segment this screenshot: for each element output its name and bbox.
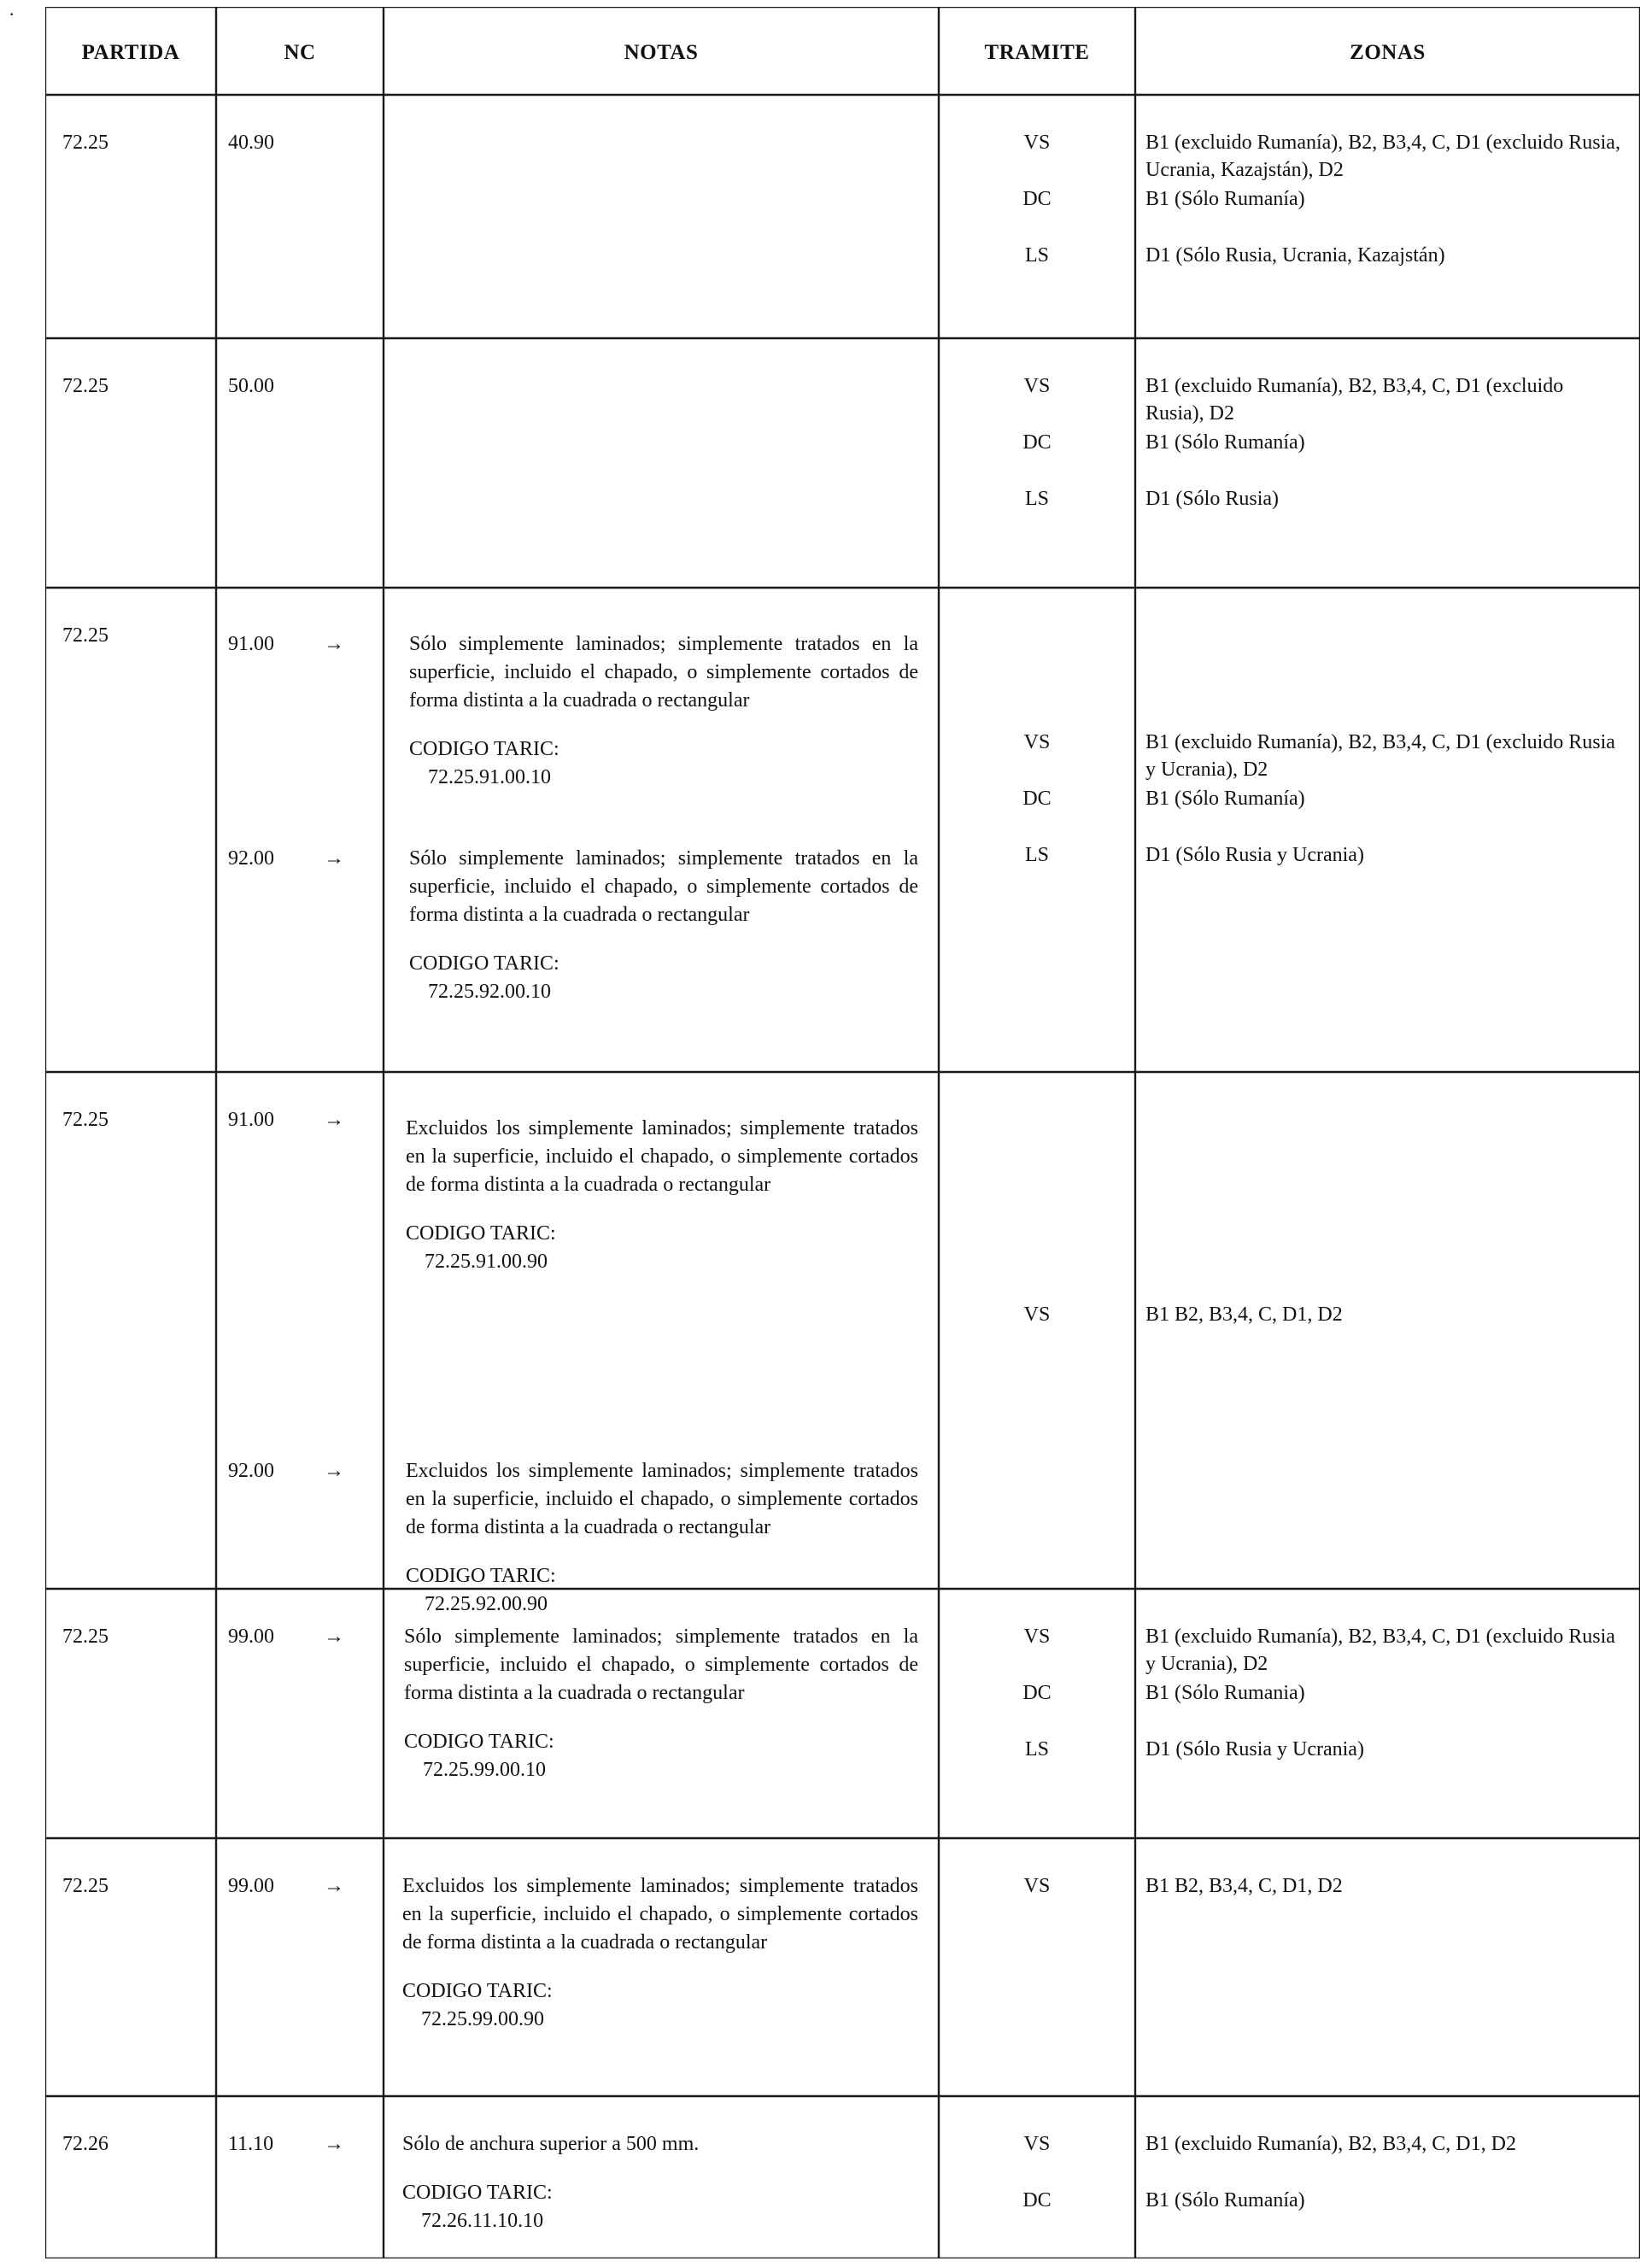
zonas-text: D1 (Sólo Rusia y Ucrania)	[1145, 844, 1364, 866]
zonas-text: B1 (Sólo Rumanía)	[1145, 188, 1305, 210]
zonas-text: B1 B2, B3,4, C, D1, D2	[1145, 1875, 1343, 1897]
partida-cell: 72.25	[62, 1109, 108, 1131]
taric-code: 72.25.91.00.90	[425, 1251, 548, 1273]
tramite-code: VS	[1023, 1626, 1051, 1648]
nc-code: 92.00	[228, 1460, 274, 1482]
header-zonas: ZONAS	[1350, 41, 1426, 64]
zonas-text: B1 (Sólo Rumanía)	[1145, 788, 1305, 810]
partida-cell: 72.25	[62, 1626, 108, 1648]
zonas-text: B1 B2, B3,4, C, D1, D2	[1145, 1303, 1343, 1326]
note-text: Excluidos los simplemente laminados; simplemente tratados en la superficie, incluido el chapado, o simplemente cortados de forma distinta a la cuadrada o rectangular	[406, 1460, 918, 1538]
taric-code: 72.25.91.00.10	[428, 766, 551, 788]
taric-label: CODIGO TARIC:	[409, 738, 559, 760]
tramite-code: DC	[1022, 188, 1052, 210]
tramite-code: DC	[1022, 431, 1052, 454]
taric-code: 72.25.99.00.10	[423, 1759, 546, 1781]
header-partida: PARTIDA	[81, 41, 180, 64]
note-block	[404, 1623, 918, 1784]
header-notas: NOTAS	[624, 41, 699, 64]
tramite-code: VS	[1023, 1303, 1051, 1326]
nc-code: 92.00	[228, 847, 274, 870]
tramite-code: DC	[1022, 788, 1052, 810]
header-tramite: TRAMITE	[984, 41, 1090, 64]
arrow-icon: →	[324, 1460, 344, 1482]
note-text: Sólo simplemente laminados; simplemente tratados en la superficie, incluido el chapado, o simplemente cortados de forma distinta a la cuadrada o rectangular	[409, 847, 918, 926]
zonas-text: D1 (Sólo Rusia, Ucrania, Kazajstán)	[1145, 244, 1445, 267]
taric-code: 72.25.99.00.90	[421, 2008, 544, 2030]
taric-label: CODIGO TARIC:	[409, 952, 559, 975]
header-nc: NC	[284, 41, 316, 64]
arrow-icon: →	[324, 1875, 344, 1897]
tramite-code: VS	[1023, 375, 1051, 397]
note-text: Sólo simplemente laminados; simplemente tratados en la superficie, incluido el chapado, o simplemente cortados de forma distinta a la cuadrada o rectangular	[404, 1626, 918, 1704]
arrow-icon: →	[324, 1109, 344, 1131]
tramite-code: LS	[1024, 488, 1049, 510]
nc-code: 50.00	[228, 375, 274, 397]
tramite-code: VS	[1023, 2133, 1051, 2155]
note-block	[409, 845, 918, 1006]
partida-cell: 72.25	[62, 624, 108, 647]
partida-cell: 72.25	[62, 375, 108, 397]
note-text: Sólo simplemente laminados; simplemente tratados en la superficie, incluido el chapado, o simplemente cortados de forma distinta a la cuadrada o rectangular	[409, 633, 918, 712]
zonas-text: B1 (excluido Rumanía), B2, B3,4, C, D1 (excluido Rusia), D2	[1145, 375, 1564, 425]
tramite-code: VS	[1023, 731, 1051, 753]
zonas-text: B1 (excluido Rumanía), B2, B3,4, C, D1, D2	[1145, 2133, 1516, 2155]
zonas-text: B1 (Sólo Rumanía)	[1145, 431, 1305, 454]
arrow-icon: →	[324, 2133, 344, 2155]
partida-cell: 72.25	[62, 1875, 108, 1897]
tramite-code: LS	[1024, 244, 1049, 267]
taric-label: CODIGO TARIC:	[404, 1731, 554, 1753]
taric-label: CODIGO TARIC:	[406, 1222, 556, 1245]
zonas-text: B1 (Sólo Rumania)	[1145, 1682, 1305, 1704]
tramite-code: VS	[1023, 132, 1051, 154]
note-text: Sólo de anchura superior a 500 mm.	[402, 2133, 700, 2155]
tariff-table	[45, 7, 1640, 2258]
tramite-code: LS	[1024, 1738, 1049, 1760]
nc-code: 99.00	[228, 1875, 274, 1897]
zonas-text: B1 (excluido Rumanía), B2, B3,4, C, D1 (excluido Rusia y Ucrania), D2	[1145, 1626, 1615, 1675]
tramite-code: VS	[1023, 1875, 1051, 1897]
note-block	[406, 1115, 918, 1276]
zonas-text: D1 (Sólo Rusia y Ucrania)	[1145, 1738, 1364, 1760]
taric-label: CODIGO TARIC:	[406, 1565, 556, 1587]
partida-cell: 72.25	[62, 132, 108, 154]
nc-code: 91.00	[228, 1109, 274, 1131]
note-block	[402, 1872, 918, 2034]
taric-code: 72.26.11.10.10	[421, 2210, 544, 2232]
zonas-text: B1 (excluido Rumanía), B2, B3,4, C, D1 (excluido Rusia, Ucrania, Kazajstán), D2	[1145, 132, 1620, 181]
zonas-text: D1 (Sólo Rusia)	[1145, 488, 1279, 510]
taric-code: 72.25.92.00.10	[428, 981, 551, 1003]
nc-code: 11.10	[228, 2133, 274, 2155]
arrow-icon: →	[324, 847, 344, 870]
nc-code: 99.00	[228, 1626, 274, 1648]
taric-label: CODIGO TARIC:	[402, 1980, 553, 2002]
tramite-code: DC	[1022, 2189, 1052, 2211]
nc-code: 40.90	[228, 132, 274, 154]
note-text: Excluidos los simplemente laminados; simplemente tratados en la superficie, incluido el chapado, o simplemente cortados de forma distinta a la cuadrada o rectangular	[402, 1875, 918, 1954]
stray-mark: ·	[9, 3, 15, 25]
partida-cell: 72.26	[62, 2133, 108, 2155]
note-block	[409, 630, 918, 792]
note-block	[402, 2130, 918, 2235]
taric-code: 72.25.92.00.90	[425, 1593, 548, 1615]
taric-label: CODIGO TARIC:	[402, 2182, 553, 2204]
note-text: Excluidos los simplemente laminados; simplemente tratados en la superficie, incluido el chapado, o simplemente cortados de forma distinta a la cuadrada o rectangular	[406, 1117, 918, 1196]
note-block	[406, 1457, 918, 1619]
nc-code: 91.00	[228, 633, 274, 655]
tramite-code: DC	[1022, 1682, 1052, 1704]
zonas-text: B1 (Sólo Rumanía)	[1145, 2189, 1305, 2211]
tramite-code: LS	[1024, 844, 1049, 866]
arrow-icon: →	[324, 633, 344, 655]
zonas-text: B1 (excluido Rumanía), B2, B3,4, C, D1 (excluido Rusia y Ucrania), D2	[1145, 731, 1615, 781]
arrow-icon: →	[324, 1626, 344, 1648]
